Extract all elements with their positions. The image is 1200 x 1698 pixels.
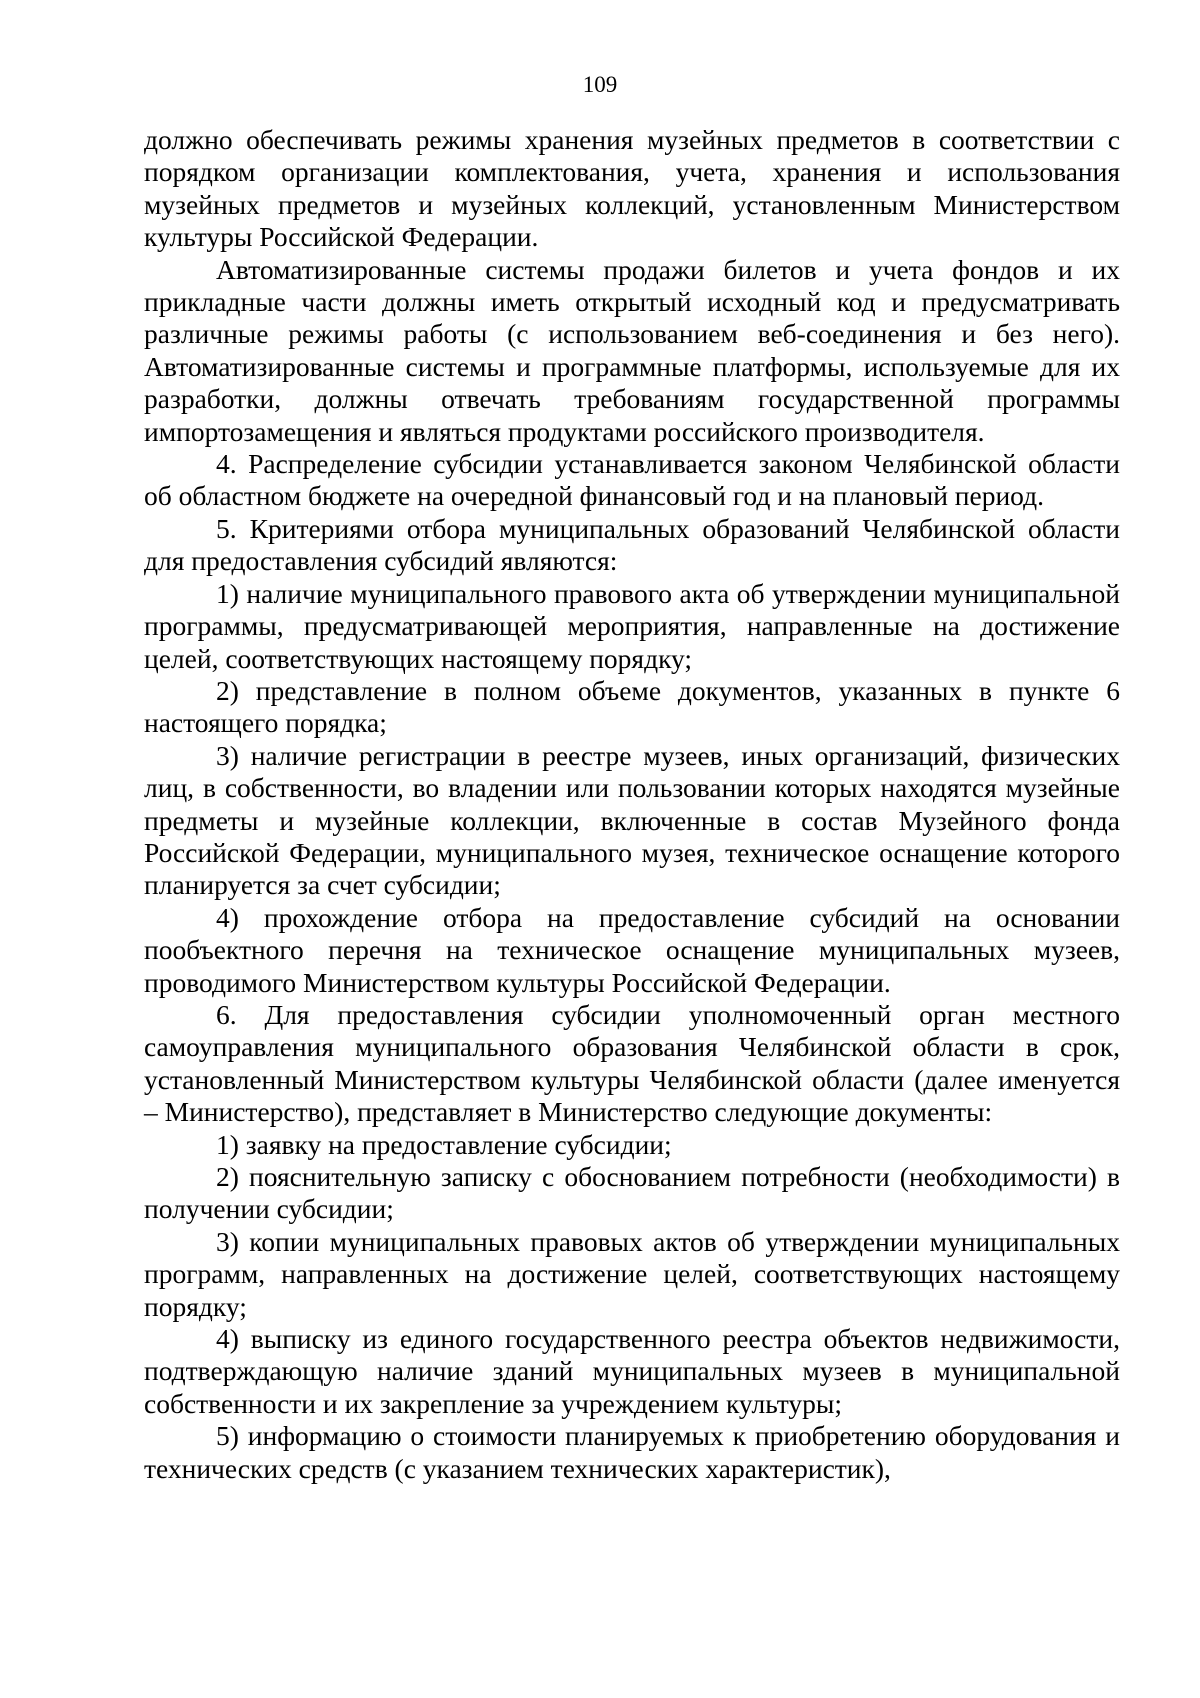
paragraph-document-3: 3) копии муниципальных правовых актов об утверждении муниципальных программ, направленных на достижение целей, соответствующих настоящему порядку; [144,1225,1120,1322]
paragraph-item-4: 4. Распределение субсидии устанавливается законом Челябинской области об областном бюджете на очередной финансовый год и на плановый период. [144,448,1120,512]
paragraph-item-6: 6. Для предоставления субсидии уполномоченный орган местного самоуправления муниципального образования Челябинской области в срок, установленный Министерством культуры Челябинской области (далее именуется – Министерство), представляет в Министерство следующие документы: [144,998,1120,1128]
paragraph-criteria-3: 3) наличие регистрации в реестре музеев, иных организаций, физических лиц, в собственности, во владении или пользовании которых находятся музейные предметы и музейные коллекции, включенные в состав Музейного фонда Российской Федерации, муниципального музея, техническое оснащение которого планируется за счет субсидии; [144,739,1120,901]
paragraph-document-5: 5) информацию о стоимости планируемых к приобретению оборудования и технических средств (с указанием технических характеристик), [144,1420,1120,1484]
paragraph-criteria-1: 1) наличие муниципального правового акта об утверждении муниципальной программы, предусматривающей мероприятия, направленные на достижение целей, соответствующих настоящему порядку; [144,577,1120,674]
paragraph-document-2: 2) пояснительную записку с обоснованием потребности (необходимости) в получении субсидии; [144,1161,1120,1225]
paragraph-criteria-4: 4) прохождение отбора на предоставление субсидий на основании пообъектного перечня на техническое оснащение муниципальных музеев, проводимого Министерством культуры Российской Федерации. [144,901,1120,998]
paragraph-criteria-2: 2) представление в полном объеме документов, указанных в пункте 6 настоящего порядка; [144,674,1120,739]
paragraph-continuation: должно обеспечивать режимы хранения музейных предметов в соответствии с порядком организации комплектования, учета, хранения и использования музейных предметов и музейных коллекций, установленным Министерством культуры Российской Федерации. [144,124,1120,253]
paragraph-item-5: 5. Критериями отбора муниципальных образований Челябинской области для предоставления субсидий являются: [144,512,1120,577]
paragraph-document-4: 4) выписку из единого государственного реестра объектов недвижимости, подтверждающую наличие зданий муниципальных музеев в муниципальной собственности и их закрепление за учреждением культуры; [144,1323,1120,1419]
paragraph-document-1: 1) заявку на предоставление субсидии; [216,1128,672,1160]
document-body [144,124,1120,1485]
page-number: 109 [582,72,618,97]
paragraph-automated-systems: Автоматизированные системы продажи билетов и учета фондов и их прикладные части должны иметь открытый исходный код и предусматривать различные режимы работы (с использованием веб-соединения и без него). Автоматизированные системы и программные платформы, используемые для их разработки, должны отвечать требованиям государственной программы импортозамещения и являться продуктами российского производителя. [144,253,1120,447]
